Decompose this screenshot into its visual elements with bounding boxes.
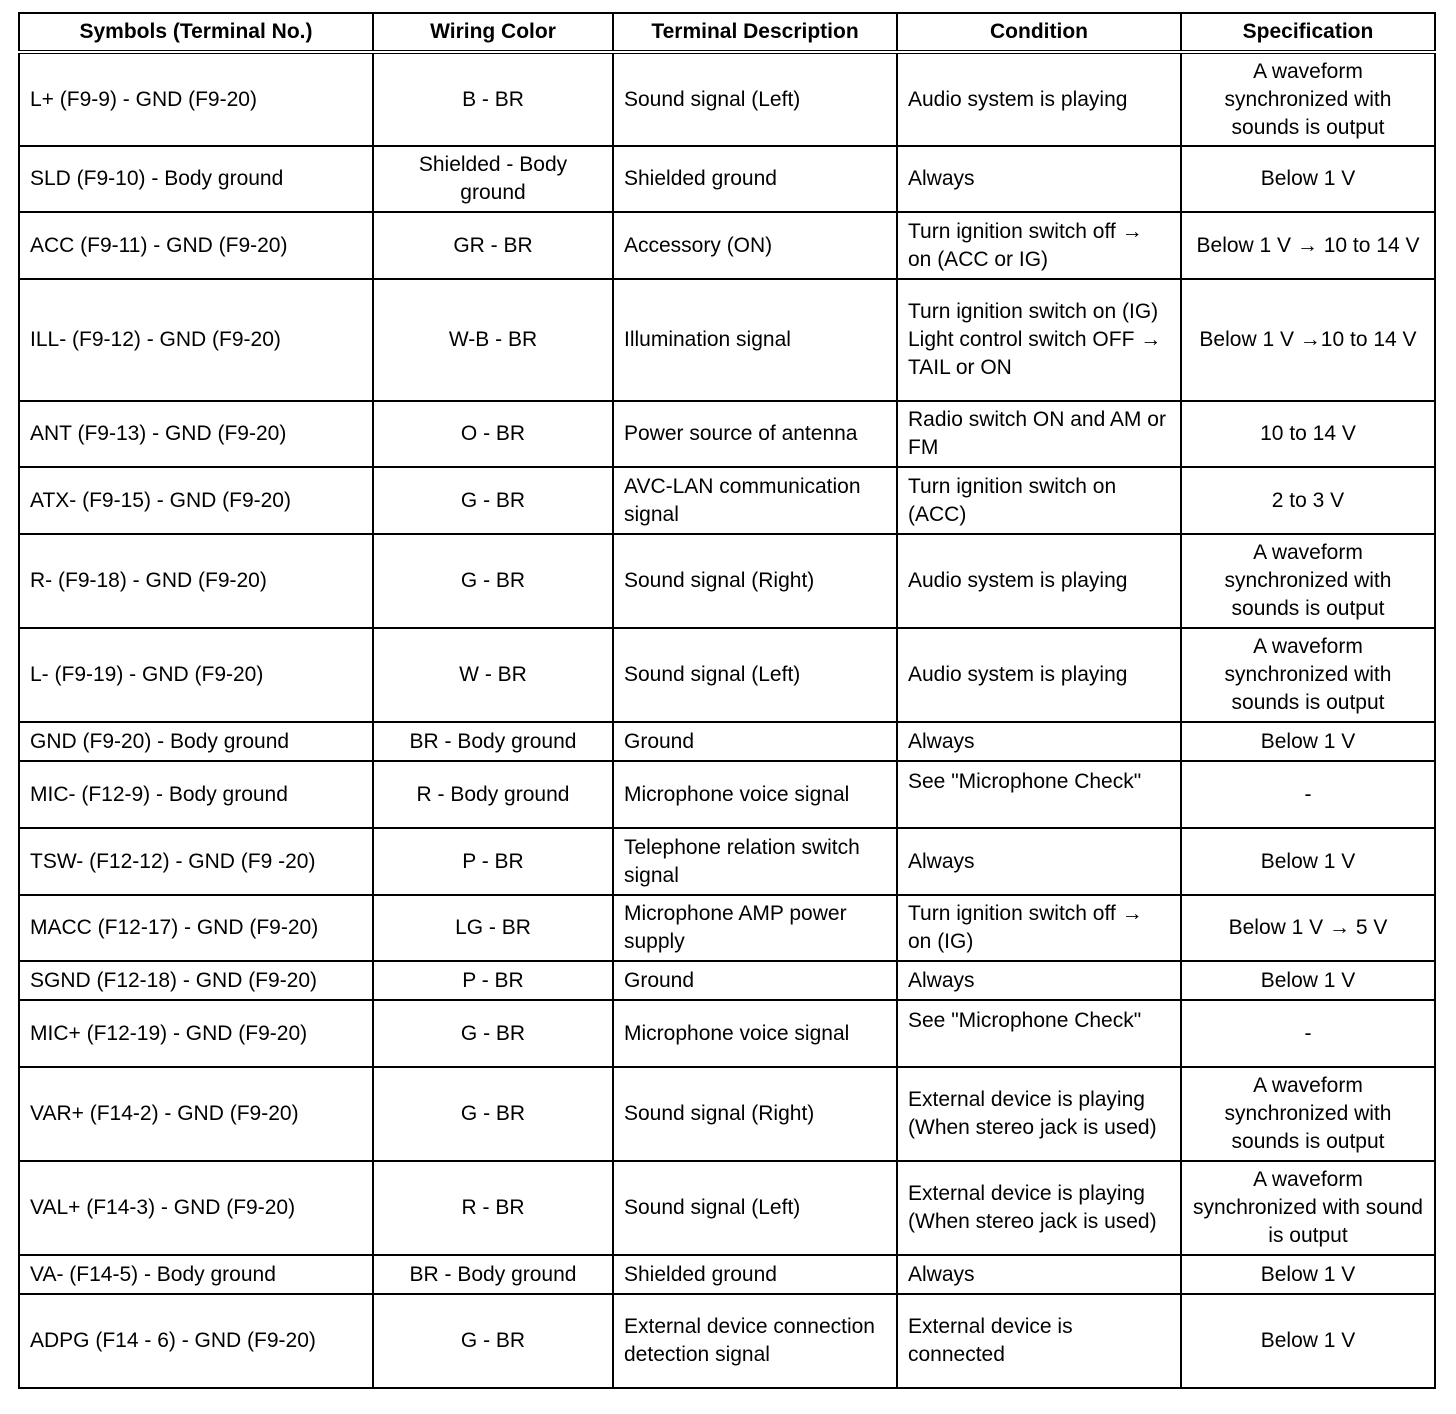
wiring-cell: P - BR xyxy=(373,828,613,895)
description-cell: Shielded ground xyxy=(613,146,897,212)
specification-cell: - xyxy=(1181,761,1435,828)
description-cell: Sound signal (Left) xyxy=(613,628,897,722)
table-row xyxy=(19,722,1435,761)
condition-cell: Always xyxy=(897,961,1181,1000)
specification-cell: Below 1 V → 5 V xyxy=(1181,895,1435,961)
header-specification: Specification xyxy=(1181,13,1435,52)
table-row xyxy=(19,1067,1435,1161)
specification-cell: Below 1 V xyxy=(1181,146,1435,212)
specification-cell: Below 1 V →10 to 14 V xyxy=(1181,279,1435,401)
description-cell: Sound signal (Left) xyxy=(613,1161,897,1255)
wiring-cell: BR - Body ground xyxy=(373,1255,613,1294)
symbol-cell: SLD (F9-10) - Body ground xyxy=(19,146,373,212)
specification-cell: A waveform synchronized with sound is output xyxy=(1181,1161,1435,1255)
symbol-cell: R- (F9-18) - GND (F9-20) xyxy=(19,534,373,628)
condition-cell: Always xyxy=(897,722,1181,761)
description-cell: Sound signal (Right) xyxy=(613,534,897,628)
header-row xyxy=(19,13,1435,52)
table-row xyxy=(19,279,1435,401)
wiring-cell: G - BR xyxy=(373,534,613,628)
symbol-cell: MIC+ (F12-19) - GND (F9-20) xyxy=(19,1000,373,1067)
table-row xyxy=(19,52,1435,146)
wiring-cell: GR - BR xyxy=(373,212,613,279)
specification-cell: 10 to 14 V xyxy=(1181,401,1435,467)
specification-cell: Below 1 V xyxy=(1181,828,1435,895)
symbol-cell: SGND (F12-18) - GND (F9-20) xyxy=(19,961,373,1000)
table-row xyxy=(19,1000,1435,1067)
condition-cell: Audio system is playing xyxy=(897,628,1181,722)
terminal-specification-table xyxy=(18,12,1436,1389)
description-cell: Accessory (ON) xyxy=(613,212,897,279)
description-cell: Power source of antenna xyxy=(613,401,897,467)
specification-cell: Below 1 V xyxy=(1181,1255,1435,1294)
condition-cell: Turn ignition switch on (ACC) xyxy=(897,467,1181,534)
symbol-cell: VAR+ (F14-2) - GND (F9-20) xyxy=(19,1067,373,1161)
table-row xyxy=(19,401,1435,467)
header-condition: Condition xyxy=(897,13,1181,52)
symbol-cell: VA- (F14-5) - Body ground xyxy=(19,1255,373,1294)
symbol-cell: ILL- (F9-12) - GND (F9-20) xyxy=(19,279,373,401)
condition-cell: Turn ignition switch on (IG) Light control switch OFF → TAIL or ON xyxy=(897,279,1181,401)
symbol-cell: MACC (F12-17) - GND (F9-20) xyxy=(19,895,373,961)
condition-cell: External device is playing (When stereo jack is used) xyxy=(897,1067,1181,1161)
header-symbols: Symbols (Terminal No.) xyxy=(19,13,373,52)
wiring-cell: B - BR xyxy=(373,52,613,146)
specification-cell: 2 to 3 V xyxy=(1181,467,1435,534)
description-cell: Microphone voice signal xyxy=(613,761,897,828)
symbol-cell: L- (F9-19) - GND (F9-20) xyxy=(19,628,373,722)
condition-cell: External device is playing (When stereo jack is used) xyxy=(897,1161,1181,1255)
condition-cell: Turn ignition switch off → on (IG) xyxy=(897,895,1181,961)
description-cell: Shielded ground xyxy=(613,1255,897,1294)
wiring-cell: W-B - BR xyxy=(373,279,613,401)
table-row xyxy=(19,961,1435,1000)
description-cell: Ground xyxy=(613,961,897,1000)
specification-cell: A waveform synchronized with sounds is output xyxy=(1181,628,1435,722)
symbol-cell: ATX- (F9-15) - GND (F9-20) xyxy=(19,467,373,534)
specification-cell: - xyxy=(1181,1000,1435,1067)
table-row xyxy=(19,467,1435,534)
specification-cell: Below 1 V xyxy=(1181,722,1435,761)
symbol-cell: MIC- (F12-9) - Body ground xyxy=(19,761,373,828)
description-cell: External device connection detection signal xyxy=(613,1294,897,1388)
wiring-cell: G - BR xyxy=(373,1000,613,1067)
table-row xyxy=(19,534,1435,628)
specification-cell: Below 1 V → 10 to 14 V xyxy=(1181,212,1435,279)
specification-cell: Below 1 V xyxy=(1181,961,1435,1000)
description-cell: Microphone AMP power supply xyxy=(613,895,897,961)
description-cell: Ground xyxy=(613,722,897,761)
description-cell: AVC-LAN communication signal xyxy=(613,467,897,534)
symbol-cell: ANT (F9-13) - GND (F9-20) xyxy=(19,401,373,467)
condition-cell: Radio switch ON and AM or FM xyxy=(897,401,1181,467)
table-row xyxy=(19,212,1435,279)
condition-cell: External device is connected xyxy=(897,1294,1181,1388)
wiring-cell: G - BR xyxy=(373,1067,613,1161)
description-cell: Telephone relation switch signal xyxy=(613,828,897,895)
wiring-cell: R - Body ground xyxy=(373,761,613,828)
condition-cell: Always xyxy=(897,828,1181,895)
description-cell: Illumination signal xyxy=(613,279,897,401)
table-row xyxy=(19,1255,1435,1294)
symbol-cell: ACC (F9-11) - GND (F9-20) xyxy=(19,212,373,279)
wiring-cell: O - BR xyxy=(373,401,613,467)
description-cell: Microphone voice signal xyxy=(613,1000,897,1067)
table-row xyxy=(19,761,1435,828)
wiring-cell: G - BR xyxy=(373,467,613,534)
table-row xyxy=(19,628,1435,722)
condition-cell: Audio system is playing xyxy=(897,52,1181,146)
terminal-table-container xyxy=(18,12,1434,1389)
condition-cell: Always xyxy=(897,1255,1181,1294)
specification-cell: Below 1 V xyxy=(1181,1294,1435,1388)
symbol-cell: L+ (F9-9) - GND (F9-20) xyxy=(19,52,373,146)
wiring-cell: G - BR xyxy=(373,1294,613,1388)
description-cell: Sound signal (Left) xyxy=(613,52,897,146)
specification-cell: A waveform synchronized with sounds is output xyxy=(1181,1067,1435,1161)
specification-cell: A waveform synchronized with sounds is output xyxy=(1181,52,1435,146)
wiring-cell: P - BR xyxy=(373,961,613,1000)
wiring-cell: LG - BR xyxy=(373,895,613,961)
table-row xyxy=(19,1294,1435,1388)
condition-cell: Turn ignition switch off → on (ACC or IG) xyxy=(897,212,1181,279)
table-header xyxy=(19,13,1435,52)
table-row xyxy=(19,828,1435,895)
wiring-cell: BR - Body ground xyxy=(373,722,613,761)
symbol-cell: ADPG (F14 - 6) - GND (F9-20) xyxy=(19,1294,373,1388)
table-row xyxy=(19,146,1435,212)
condition-cell: See "Microphone Check" xyxy=(897,761,1181,828)
condition-cell: Always xyxy=(897,146,1181,212)
symbol-cell: VAL+ (F14-3) - GND (F9-20) xyxy=(19,1161,373,1255)
condition-cell: See "Microphone Check" xyxy=(897,1000,1181,1067)
description-cell: Sound signal (Right) xyxy=(613,1067,897,1161)
symbol-cell: GND (F9-20) - Body ground xyxy=(19,722,373,761)
symbol-cell: TSW- (F12-12) - GND (F9 -20) xyxy=(19,828,373,895)
table-row xyxy=(19,895,1435,961)
wiring-cell: Shielded - Body ground xyxy=(373,146,613,212)
specification-cell: A waveform synchronized with sounds is output xyxy=(1181,534,1435,628)
table-body xyxy=(19,52,1435,1388)
header-terminal-description: Terminal Description xyxy=(613,13,897,52)
header-wiring-color: Wiring Color xyxy=(373,13,613,52)
condition-cell: Audio system is playing xyxy=(897,534,1181,628)
wiring-cell: W - BR xyxy=(373,628,613,722)
wiring-cell: R - BR xyxy=(373,1161,613,1255)
table-row xyxy=(19,1161,1435,1255)
